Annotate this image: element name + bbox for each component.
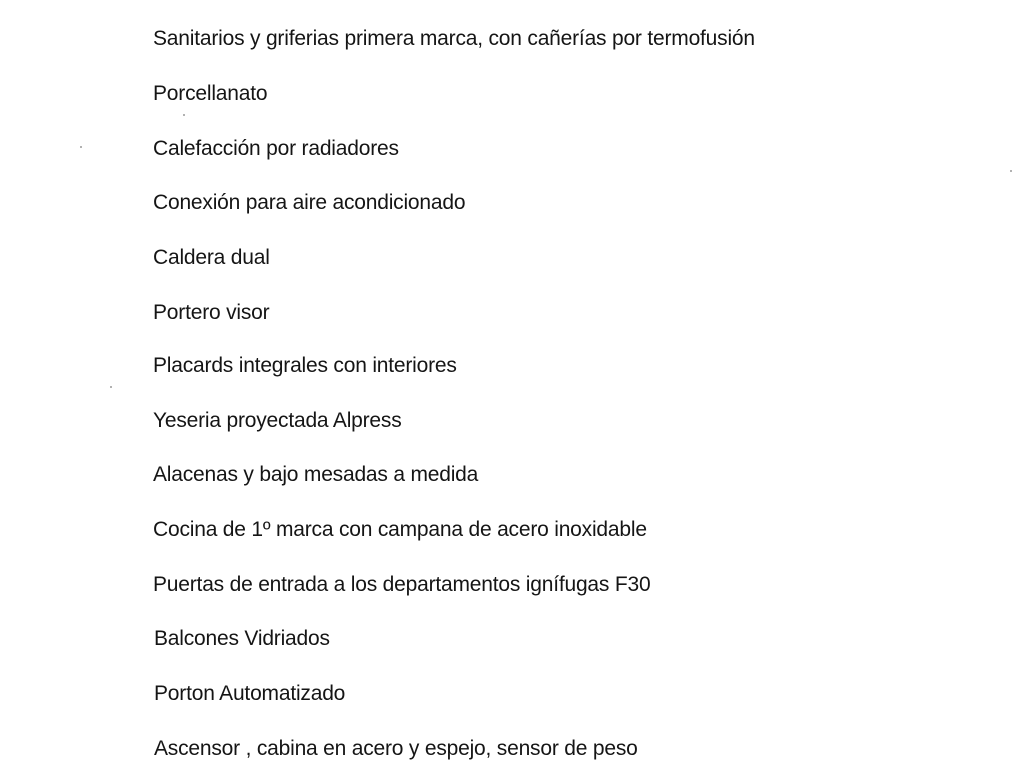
feature-item: Alacenas y bajo mesadas a medida bbox=[153, 463, 479, 486]
scan-speck bbox=[110, 386, 112, 388]
feature-item: Conexión para aire acondicionado bbox=[153, 191, 466, 214]
feature-item: Sanitarios y griferias primera marca, con cañerías por termofusión bbox=[153, 27, 755, 50]
feature-item: Porton Automatizado bbox=[154, 682, 346, 705]
feature-item: Ascensor , cabina en acero y espejo, sensor de peso bbox=[154, 737, 638, 760]
feature-item: Porcellanato bbox=[153, 82, 268, 105]
scan-speck bbox=[80, 146, 82, 148]
scan-speck bbox=[183, 114, 185, 116]
feature-item: Placards integrales con interiores bbox=[153, 354, 457, 377]
feature-item: Puertas de entrada a los departamentos ignífugas F30 bbox=[153, 573, 651, 596]
feature-item: Caldera dual bbox=[153, 246, 270, 269]
feature-item: Cocina de 1º marca con campana de acero inoxidable bbox=[153, 518, 647, 541]
feature-item: Portero visor bbox=[153, 301, 270, 324]
feature-item: Yeseria proyectada Alpress bbox=[153, 409, 402, 432]
feature-item: Calefacción por radiadores bbox=[153, 137, 399, 160]
feature-item: Balcones Vidriados bbox=[154, 627, 330, 650]
scan-speck bbox=[1010, 170, 1012, 172]
